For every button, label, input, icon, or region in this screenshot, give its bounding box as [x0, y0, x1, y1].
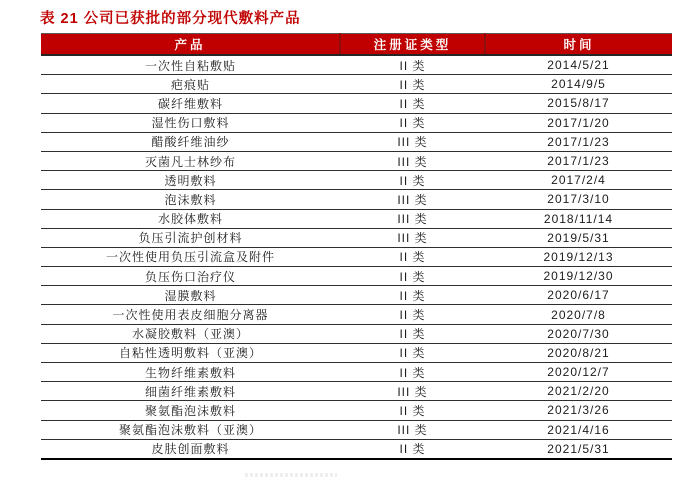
column-header-product: 产品 [41, 34, 340, 56]
cert-type-cell: II 类 [340, 171, 485, 190]
table-row [41, 267, 672, 286]
cert-type-cell: II 类 [340, 267, 485, 286]
date-cell: 2021/4/16 [485, 420, 672, 439]
date-cell: 2017/2/4 [485, 171, 672, 190]
table-row [41, 401, 672, 420]
product-cell: 负压伤口治疗仪 [41, 267, 340, 286]
table-row [41, 55, 672, 75]
cert-type-cell: II 类 [340, 247, 485, 266]
date-cell: 2014/5/21 [485, 55, 672, 75]
cert-type-cell: II 类 [340, 363, 485, 382]
date-cell: 2019/12/30 [485, 267, 672, 286]
table-row [41, 228, 672, 247]
cert-type-cell: II 类 [340, 55, 485, 75]
product-cell: 皮肤创面敷料 [41, 439, 340, 459]
product-cell: 细菌纤维素敷料 [41, 382, 340, 401]
cert-type-cell: II 类 [340, 343, 485, 362]
date-cell: 2020/12/7 [485, 363, 672, 382]
date-cell: 2014/9/5 [485, 75, 672, 94]
products-table [41, 33, 672, 460]
date-cell: 2019/12/13 [485, 247, 672, 266]
column-header-date: 时间 [485, 34, 672, 56]
date-cell: 2020/7/30 [485, 324, 672, 343]
table-row [41, 171, 672, 190]
column-header-cert-type: 注册证类型 [340, 34, 485, 56]
product-cell: 自粘性透明敷料（亚澳） [41, 343, 340, 362]
date-cell: 2020/6/17 [485, 286, 672, 305]
table-row [41, 113, 672, 132]
cert-type-cell: III 类 [340, 151, 485, 170]
table-row [41, 209, 672, 228]
product-cell: 聚氨酯泡沫敷料（亚澳） [41, 420, 340, 439]
date-cell: 2019/5/31 [485, 228, 672, 247]
product-cell: 一次性使用负压引流盒及附件 [41, 247, 340, 266]
cert-type-cell: III 类 [340, 228, 485, 247]
cert-type-cell: III 类 [340, 382, 485, 401]
date-cell: 2020/7/8 [485, 305, 672, 324]
cert-type-cell: III 类 [340, 190, 485, 209]
product-cell: 生物纤维素敷料 [41, 363, 340, 382]
table-row [41, 305, 672, 324]
cert-type-cell: II 类 [340, 94, 485, 113]
table-row [41, 343, 672, 362]
product-cell: 水胶体敷料 [41, 209, 340, 228]
product-cell: 泡沫敷料 [41, 190, 340, 209]
table-row [41, 324, 672, 343]
date-cell: 2021/2/20 [485, 382, 672, 401]
table-row [41, 132, 672, 151]
date-cell: 2017/1/23 [485, 132, 672, 151]
cert-type-cell: II 类 [340, 75, 485, 94]
product-cell: 湿膜敷料 [41, 286, 340, 305]
table-row [41, 286, 672, 305]
table-row [41, 190, 672, 209]
header-row [41, 34, 672, 56]
faint-watermark [245, 473, 337, 477]
table-row [41, 439, 672, 459]
table-row [41, 151, 672, 170]
date-cell: 2017/1/20 [485, 113, 672, 132]
product-cell: 聚氨酯泡沫敷料 [41, 401, 340, 420]
date-cell: 2017/1/23 [485, 151, 672, 170]
product-cell: 水凝胶敷料（亚澳） [41, 324, 340, 343]
date-cell: 2020/8/21 [485, 343, 672, 362]
cert-type-cell: II 类 [340, 286, 485, 305]
product-cell: 疤痕贴 [41, 75, 340, 94]
product-cell: 湿性伤口敷料 [41, 113, 340, 132]
cert-type-cell: II 类 [340, 113, 485, 132]
cert-type-cell: II 类 [340, 305, 485, 324]
date-cell: 2017/3/10 [485, 190, 672, 209]
cert-type-cell: III 类 [340, 420, 485, 439]
table-row [41, 75, 672, 94]
table-row [41, 94, 672, 113]
cert-type-cell: II 类 [340, 324, 485, 343]
table-row [41, 363, 672, 382]
product-cell: 碳纤维敷料 [41, 94, 340, 113]
product-cell: 负压引流护创材料 [41, 228, 340, 247]
date-cell: 2015/8/17 [485, 94, 672, 113]
cert-type-cell: II 类 [340, 401, 485, 420]
date-cell: 2018/11/14 [485, 209, 672, 228]
product-cell: 灭菌凡士林纱布 [41, 151, 340, 170]
table-row [41, 247, 672, 266]
product-cell: 透明敷料 [41, 171, 340, 190]
table-body [41, 55, 672, 459]
date-cell: 2021/3/26 [485, 401, 672, 420]
cert-type-cell: III 类 [340, 209, 485, 228]
product-cell: 一次性使用表皮细胞分离器 [41, 305, 340, 324]
table-row [41, 382, 672, 401]
product-cell: 醋酸纤维油纱 [41, 132, 340, 151]
date-cell: 2021/5/31 [485, 439, 672, 459]
cert-type-cell: III 类 [340, 132, 485, 151]
product-cell: 一次性自粘敷贴 [41, 55, 340, 75]
table-row [41, 420, 672, 439]
table-title: 表 21 公司已获批的部分现代敷料产品 [40, 11, 301, 27]
cert-type-cell: II 类 [340, 439, 485, 459]
